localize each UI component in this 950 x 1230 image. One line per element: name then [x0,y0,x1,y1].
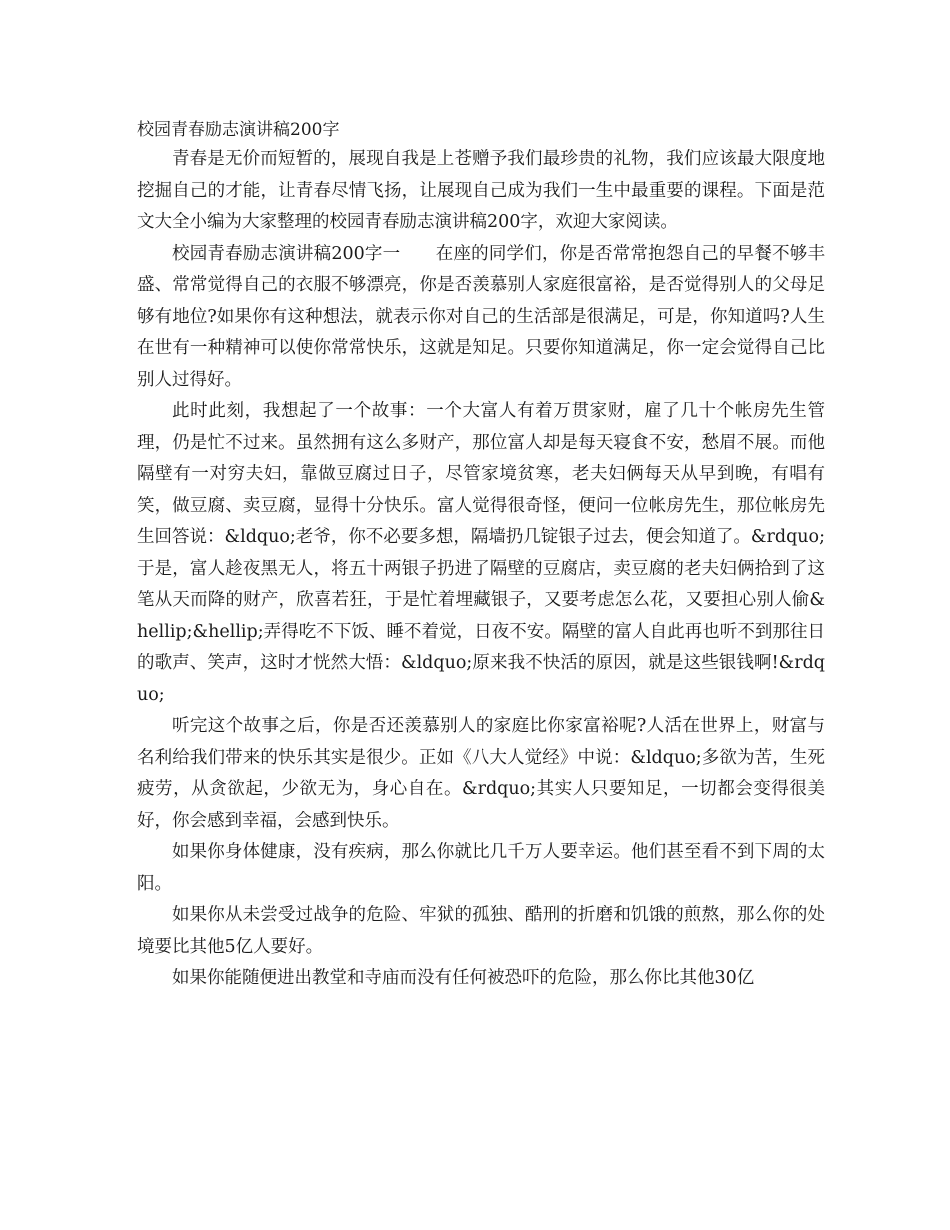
paragraph-freedom: 如果你能随便进出教堂和寺庙而没有任何被恐吓的危险，那么你比其他30亿 [172,968,755,988]
paragraph-story: 此时此刻，我想起了一个故事：一个大富人有着万贯家财，雇了几十个帐房先生管理，仍是忙不过来。虽然拥有这么多财产，那位富人却是每天寝食不安，愁眉不展。而他隔壁有一对穷夫妇，靠做豆腐过日子，尽管家境贫寒，老夫妇俩每天从早到晚，有唱有笑，做豆腐、卖豆腐，显得十分快乐。富人觉得很奇怪，便问一位帐房先生，那位帐房先生回答说：&ldquo;老爷，你不必要多想，隔墙扔几锭银子过去，便会知道了。&rdquo;于是，富人趁夜黑无人，将五十两银子扔进了隔壁的豆腐店，卖豆腐的老夫妇俩拾到了这笔从天而降的财产，欣喜若狂，于是忙着埋藏银子，又要考虑怎么花，又要担心别人偷&hellip;&hellip;弄得吃不下饭、睡不着觉，日夜不安。隔壁的富人自此再也听不到那往日的歌声、笑声，这时才恍然大悟：&ldquo;原来我不快活的原因，就是这些银钱啊!&rdquo; [137,401,825,705]
paragraph-war: 如果你从未尝受过战争的危险、牢狱的孤独、酷刑的折磨和饥饿的煎熬，那么你的处境要比其他5亿人要好。 [137,905,825,957]
paragraph-health: 如果你身体健康，没有疾病，那么你就比几千万人要幸运。他们甚至看不到下周的太阳。 [137,842,825,894]
document-body [137,116,825,995]
paragraph-intro: 青春是无价而短暂的，展现自我是上苍赠予我们最珍贵的礼物，我们应该最大限度地挖掘自己的才能，让青春尽情飞扬，让展现自己成为我们一生中最重要的课程。下面是范文大全小编为大家整理的校园青春励志演讲稿200字，欢迎大家阅读。 [137,149,825,232]
paragraph-speech-one: 校园青春励志演讲稿200字一 在座的同学们，你是否常常抱怨自己的早餐不够丰盛、常常觉得自己的衣服不够漂亮，你是否羡慕别人家庭很富裕，是否觉得别人的父母足够有地位?如果你有这种想法，就表示你对自己的生活部是很满足，可是，你知道吗?人生在世有一种精神可以使你常常快乐，这就是知足。只要你知道满足，你一定会觉得自己比别人过得好。 [137,243,825,390]
paragraph-reflection: 听完这个故事之后，你是否还羡慕别人的家庭比你家富裕呢?人活在世界上，财富与名利给我们带来的快乐其实是很少。正如《八大人觉经》中说：&ldquo;多欲为苦，生死疲劳，从贪欲起，少欲无为，身心自在。&rdquo;其实人只要知足，一切都会变得很美好，你会感到幸福，会感到快乐。 [137,716,825,831]
document-title: 校园青春励志演讲稿200字 [137,120,340,140]
